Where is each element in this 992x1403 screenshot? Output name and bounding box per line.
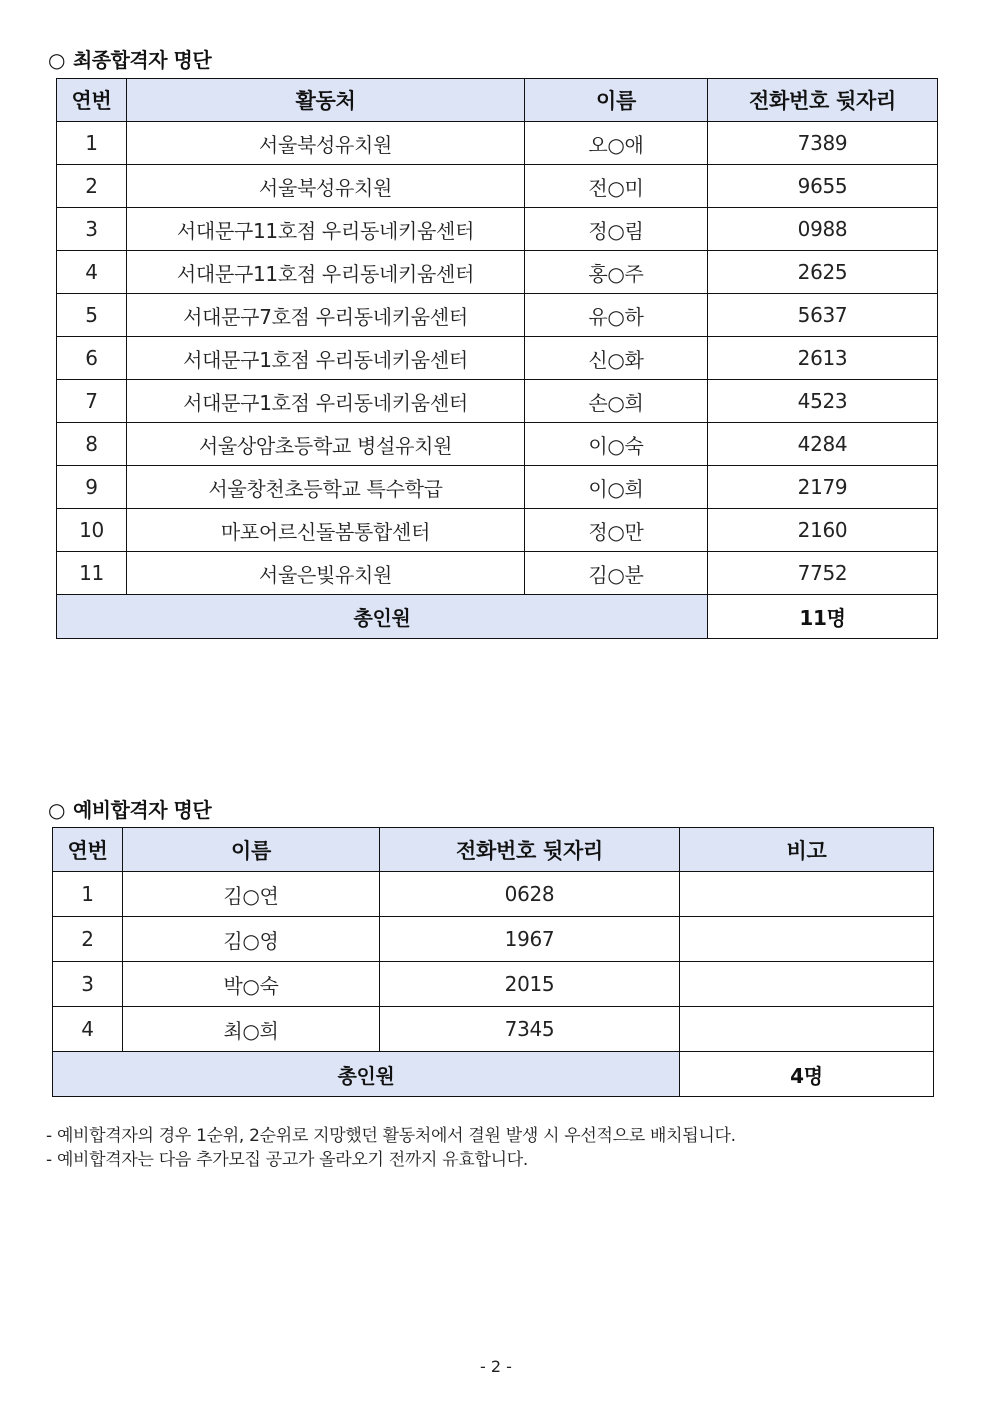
cell-name: 홍○주 — [525, 251, 708, 294]
table-row — [57, 165, 938, 208]
cell-place: 서울상암초등학교 병설유치원 — [127, 423, 525, 466]
cell-phone: 2625 — [708, 251, 938, 294]
notes — [46, 1124, 736, 1172]
table-row — [53, 872, 934, 917]
cell-place: 서대문구1호점 우리동네키움센터 — [127, 337, 525, 380]
cell-no: 2 — [57, 165, 127, 208]
cell-place: 서울창천초등학교 특수학급 — [127, 466, 525, 509]
final-passers-table — [56, 78, 938, 639]
table-header-row — [57, 79, 938, 122]
total-row — [57, 595, 938, 639]
table-row — [57, 423, 938, 466]
total-row — [53, 1052, 934, 1097]
cell-place: 서울은빛유치원 — [127, 552, 525, 595]
cell-no: 1 — [57, 122, 127, 165]
cell-no: 10 — [57, 509, 127, 552]
cell-name: 손○희 — [525, 380, 708, 423]
cell-no: 9 — [57, 466, 127, 509]
cell-name: 최○희 — [123, 1007, 380, 1052]
table-row — [53, 917, 934, 962]
reserve-passers-table — [52, 827, 934, 1097]
column-header-no: 연번 — [57, 79, 127, 122]
column-header-name: 이름 — [525, 79, 708, 122]
table-row — [57, 294, 938, 337]
cell-phone: 4523 — [708, 380, 938, 423]
cell-note — [680, 917, 934, 962]
table-row — [57, 208, 938, 251]
cell-no: 4 — [53, 1007, 123, 1052]
table-header-row — [53, 828, 934, 872]
cell-place: 서울북성유치원 — [127, 122, 525, 165]
table-row — [57, 380, 938, 423]
cell-phone: 0628 — [380, 872, 680, 917]
cell-phone: 7752 — [708, 552, 938, 595]
cell-name: 정○만 — [525, 509, 708, 552]
table-row — [57, 122, 938, 165]
note-line: - 예비합격자는 다음 추가모집 공고가 올라오기 전까지 유효합니다. — [46, 1150, 528, 1170]
column-header-place: 활동처 — [127, 79, 525, 122]
table-row — [57, 466, 938, 509]
cell-place: 서대문구1호점 우리동네키움센터 — [127, 380, 525, 423]
column-header-phone: 전화번호 뒷자리 — [380, 828, 680, 872]
cell-name: 신○화 — [525, 337, 708, 380]
cell-phone: 5637 — [708, 294, 938, 337]
circle-bullet-icon: ○ — [48, 798, 65, 822]
cell-place: 서대문구7호점 우리동네키움센터 — [127, 294, 525, 337]
cell-phone: 4284 — [708, 423, 938, 466]
cell-phone: 0988 — [708, 208, 938, 251]
cell-name: 김○영 — [123, 917, 380, 962]
table-row — [53, 962, 934, 1007]
cell-place: 서울북성유치원 — [127, 165, 525, 208]
cell-name: 전○미 — [525, 165, 708, 208]
circle-bullet-icon: ○ — [48, 48, 65, 72]
cell-note — [680, 872, 934, 917]
cell-no: 3 — [53, 962, 123, 1007]
reserve-section-title — [48, 794, 211, 823]
cell-note — [680, 1007, 934, 1052]
column-header-name: 이름 — [123, 828, 380, 872]
cell-note — [680, 962, 934, 1007]
column-header-no: 연번 — [53, 828, 123, 872]
cell-name: 유○하 — [525, 294, 708, 337]
cell-no: 11 — [57, 552, 127, 595]
cell-no: 5 — [57, 294, 127, 337]
cell-no: 8 — [57, 423, 127, 466]
cell-place: 서대문구11호점 우리동네키움센터 — [127, 251, 525, 294]
cell-place: 서대문구11호점 우리동네키움센터 — [127, 208, 525, 251]
total-label: 총인원 — [57, 595, 708, 639]
cell-name: 이○숙 — [525, 423, 708, 466]
column-header-phone: 전화번호 뒷자리 — [708, 79, 938, 122]
table-row — [57, 552, 938, 595]
cell-phone: 2179 — [708, 466, 938, 509]
cell-name: 오○애 — [525, 122, 708, 165]
note-line: - 예비합격자의 경우 1순위, 2순위로 지망했던 활동처에서 결원 발생 시 우선적으로 배치됩니다. — [46, 1126, 736, 1146]
cell-name: 박○숙 — [123, 962, 380, 1007]
cell-place: 마포어르신돌봄통합센터 — [127, 509, 525, 552]
cell-name: 김○분 — [525, 552, 708, 595]
cell-phone: 7389 — [708, 122, 938, 165]
cell-name: 김○연 — [123, 872, 380, 917]
table-row — [57, 251, 938, 294]
column-header-note: 비고 — [680, 828, 934, 872]
total-label: 총인원 — [53, 1052, 680, 1097]
page-number: - 2 - — [480, 1357, 512, 1376]
final-section-title — [48, 44, 211, 73]
cell-phone: 2015 — [380, 962, 680, 1007]
total-value: 4명 — [680, 1052, 934, 1097]
cell-no: 6 — [57, 337, 127, 380]
cell-no: 4 — [57, 251, 127, 294]
cell-phone: 2160 — [708, 509, 938, 552]
table-row — [57, 509, 938, 552]
cell-phone: 9655 — [708, 165, 938, 208]
cell-phone: 1967 — [380, 917, 680, 962]
cell-no: 2 — [53, 917, 123, 962]
cell-no: 3 — [57, 208, 127, 251]
table-row — [57, 337, 938, 380]
cell-phone: 7345 — [380, 1007, 680, 1052]
cell-no: 1 — [53, 872, 123, 917]
table-row — [53, 1007, 934, 1052]
cell-phone: 2613 — [708, 337, 938, 380]
cell-no: 7 — [57, 380, 127, 423]
cell-name: 이○희 — [525, 466, 708, 509]
final-section-title-text: 최종합격자 명단 — [72, 48, 212, 72]
reserve-section-title-text: 예비합격자 명단 — [72, 798, 212, 822]
total-value: 11명 — [708, 595, 938, 639]
cell-name: 정○림 — [525, 208, 708, 251]
